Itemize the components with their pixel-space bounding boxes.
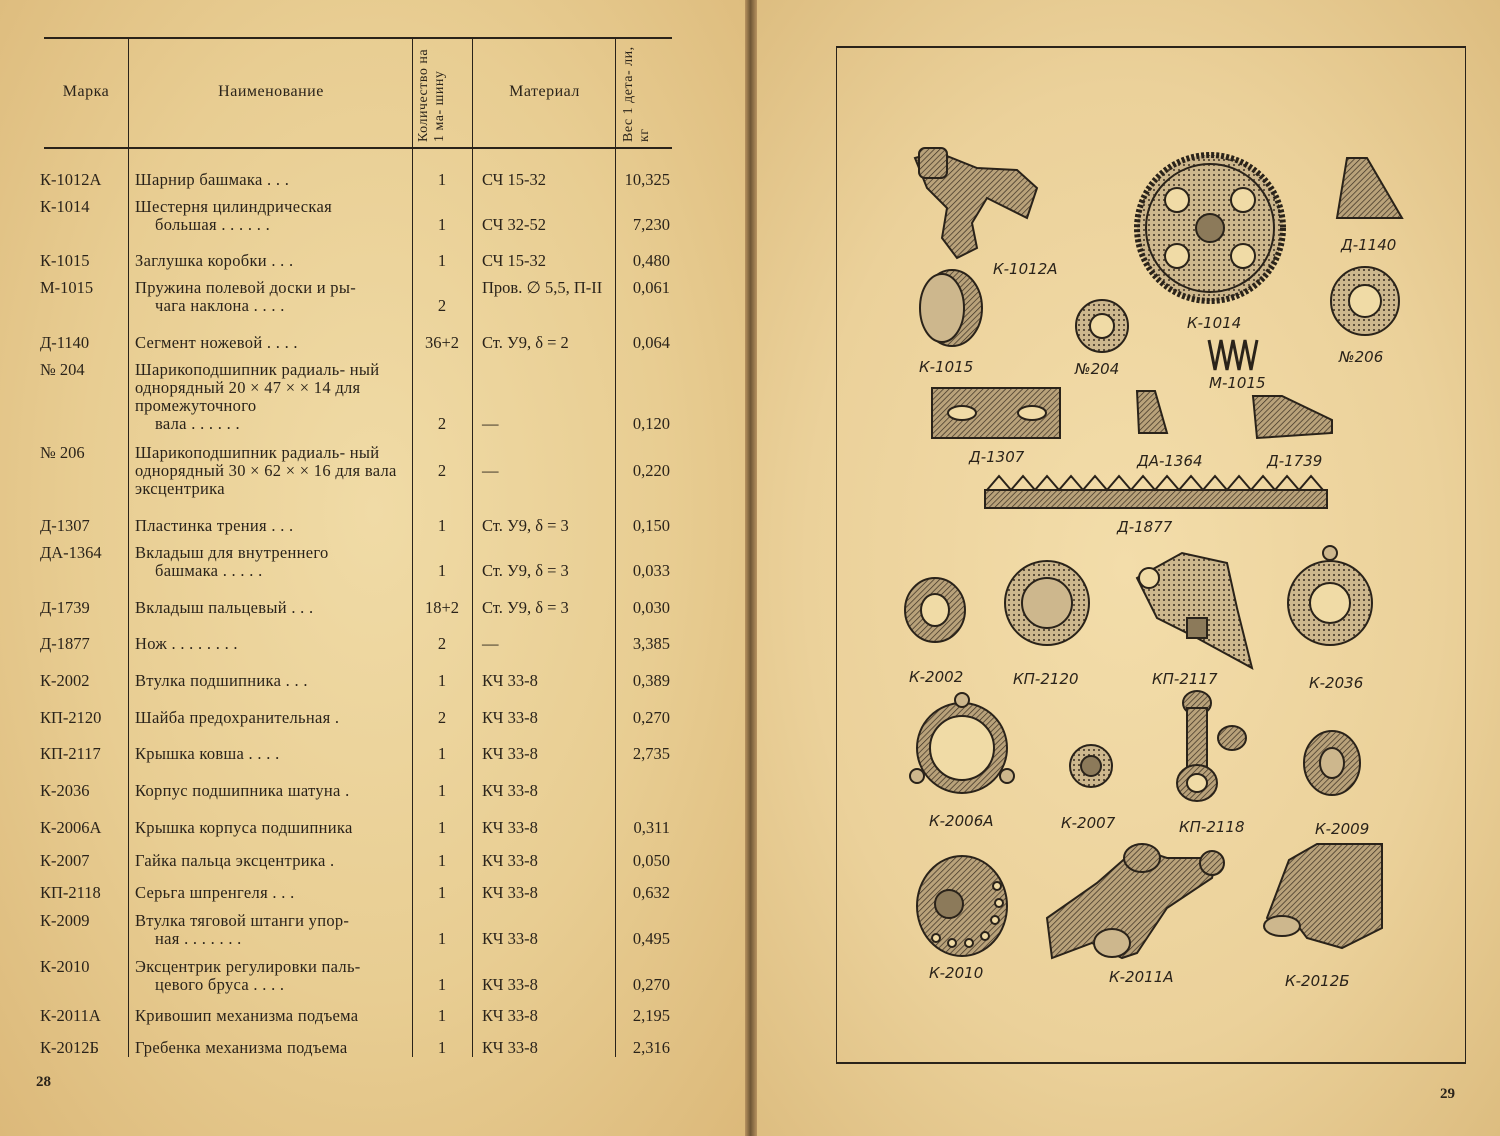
cell-weight: 0,270 (632, 708, 670, 727)
cell-weight: 0,033 (632, 561, 670, 580)
drawing-k2007 (1070, 745, 1112, 787)
cell-name-line2: вала . . . . . . (155, 414, 240, 433)
cell-name-line1: Шайба предохранительная . (135, 708, 340, 727)
cell-name-line1: Шестерня цилиндрическая (135, 197, 332, 216)
cell-name (135, 672, 407, 690)
cell-weight: 0,030 (632, 598, 670, 617)
cell-name (135, 745, 407, 763)
drawing-kp2120 (1005, 561, 1089, 645)
cell-mark: Д-1307 (40, 516, 90, 535)
cell-material: Пров. ∅ 5,5, П-II (482, 278, 603, 297)
caption-da1364: ДА-1364 (1137, 452, 1203, 470)
cell-mark: № 204 (40, 360, 85, 379)
drawing-k2010 (917, 856, 1007, 956)
header-weight-text: Вес 1 дета- ли, кг (620, 46, 652, 142)
cell-weight: 2,195 (632, 1006, 670, 1025)
cell-name (135, 852, 407, 870)
caption-k1014: К-1014 (1187, 314, 1242, 332)
cell-name-line1: Гребенка механизма подъема (135, 1038, 348, 1057)
cell-name-line1: Кривошип механизма подъема (135, 1006, 359, 1025)
cell-qty: 1 (437, 170, 447, 189)
cell-qty: 36+2 (424, 333, 460, 352)
caption-m1015: М-1015 (1209, 374, 1266, 392)
cell-mark: К-1015 (40, 251, 90, 270)
drawing-k2006a (910, 693, 1014, 793)
cell-qty: 1 (437, 883, 447, 902)
right-page (750, 0, 1500, 1136)
cell-name (135, 1039, 407, 1057)
drawing-da1364 (1137, 391, 1167, 433)
cell-name (135, 361, 407, 433)
caption-k2009: К-2009 (1315, 820, 1370, 838)
caption-k2012b: К-2012Б (1285, 972, 1350, 990)
cell-mark: К-2010 (40, 957, 90, 976)
cell-weight: 0,270 (632, 975, 670, 994)
cell-material: — (482, 634, 499, 653)
header-qty-text: Количество на 1 ма- шину (416, 48, 447, 142)
cell-name-line1: Серьга шпренгеля . . . (135, 883, 295, 902)
caption-d1877: Д-1877 (1117, 518, 1173, 536)
caption-d1140: Д-1140 (1341, 236, 1397, 254)
cell-material: КЧ 33-8 (482, 1006, 538, 1025)
header-material: Материал (509, 83, 580, 100)
cell-name-line2: цевого бруса . . . . (155, 975, 285, 994)
drawing-m1015 (1209, 340, 1257, 370)
cell-name (135, 819, 407, 837)
drawing-k2009 (1304, 731, 1360, 795)
cell-name-line1: Корпус подшипника шатуна . (135, 781, 350, 800)
cell-name (135, 171, 407, 189)
column-divider (615, 37, 616, 1057)
cell-material: КЧ 33-8 (482, 708, 538, 727)
parts-table (40, 37, 672, 1057)
caption-k2002: К-2002 (909, 668, 964, 686)
drawing-n206 (1331, 267, 1399, 335)
cell-mark: К-2036 (40, 781, 90, 800)
cell-name-line1: Гайка пальца эксцентрика . (135, 851, 335, 870)
cell-weight: 0,120 (632, 414, 670, 433)
cell-name-line1: Сегмент ножевой . . . . (135, 333, 298, 352)
cell-qty: 1 (437, 851, 447, 870)
cell-material: КЧ 33-8 (482, 975, 538, 994)
drawing-d1140 (1337, 158, 1402, 218)
caption-kp2118: КП-2118 (1179, 818, 1245, 836)
cell-name-line1: Заглушка коробки . . . (135, 251, 294, 270)
cell-name-line1: Нож . . . . . . . . (135, 634, 238, 653)
cell-qty: 1 (437, 516, 447, 535)
column-divider (472, 37, 473, 1057)
cell-name (135, 709, 407, 727)
caption-k2010: К-2010 (929, 964, 984, 982)
cell-weight: 2,316 (632, 1038, 670, 1057)
cell-material: — (482, 414, 499, 433)
cell-material: КЧ 33-8 (482, 883, 538, 902)
cell-name-line1: Пластинка трения . . . (135, 516, 294, 535)
cell-weight: 0,050 (632, 851, 670, 870)
cell-qty: 2 (437, 414, 447, 433)
cell-name-line2: большая . . . . . . (155, 215, 271, 234)
caption-d1307: Д-1307 (969, 448, 1025, 466)
caption-kp2117: КП-2117 (1152, 670, 1218, 688)
cell-mark: Д-1877 (40, 634, 90, 653)
cell-name (135, 444, 407, 498)
cell-qty: 1 (437, 671, 447, 690)
caption-k2007: К-2007 (1061, 814, 1116, 832)
cell-weight: 3,385 (632, 634, 670, 653)
drawing-k1012a (915, 148, 1037, 258)
cell-mark: Д-1739 (40, 598, 90, 617)
drawing-d1877 (985, 476, 1327, 508)
cell-material: КЧ 33-8 (482, 818, 538, 837)
drawing-k2002 (905, 578, 965, 642)
cell-name (135, 912, 407, 948)
drawing-k1014 (1137, 155, 1283, 301)
cell-name-line2: чага наклона . . . . (155, 296, 285, 315)
caption-n204: №204 (1075, 360, 1120, 378)
drawing-n204 (1076, 300, 1128, 352)
cell-mark: КП-2120 (40, 708, 102, 727)
cell-name-line1: Крышка ковша . . . . (135, 744, 280, 763)
cell-name-line1: Вкладыш пальцевый . . . (135, 598, 314, 617)
cell-material: СЧ 32-52 (482, 215, 546, 234)
caption-k2036: К-2036 (1309, 674, 1364, 692)
cell-name (135, 599, 407, 617)
caption-k2006a: К-2006А (929, 812, 994, 830)
cell-name-line1: Эксцентрик регулировки паль- (135, 957, 361, 976)
cell-material: КЧ 33-8 (482, 744, 538, 763)
parts-drawings (837, 48, 1465, 1062)
cell-material: СЧ 15-32 (482, 170, 546, 189)
cell-name-line1: Крышка корпуса подшипника (135, 818, 353, 837)
cell-qty: 2 (437, 708, 447, 727)
cell-weight: 0,632 (632, 883, 670, 902)
cell-material: Ст. У9, δ = 3 (482, 561, 569, 580)
cell-mark: КП-2117 (40, 744, 101, 763)
cell-qty: 1 (437, 1038, 447, 1057)
drawing-k2036 (1288, 546, 1372, 645)
cell-mark: Д-1140 (40, 333, 90, 352)
cell-name-line2: ная . . . . . . . (155, 929, 242, 948)
caption-d1739: Д-1739 (1267, 452, 1323, 470)
caption-kp2120: КП-2120 (1013, 670, 1079, 688)
cell-material: Ст. У9, δ = 3 (482, 598, 569, 617)
page-number: 28 (36, 1074, 51, 1090)
column-divider (412, 37, 413, 1057)
cell-mark: К-2002 (40, 671, 90, 690)
drawing-d1307 (932, 388, 1060, 438)
cell-weight: 0,495 (632, 929, 670, 948)
cell-weight: 0,311 (633, 818, 670, 837)
column-divider (128, 37, 129, 1057)
cell-mark: К-2006А (40, 818, 102, 837)
drawing-kp2117 (1137, 553, 1252, 668)
cell-name (135, 279, 407, 315)
cell-name (135, 198, 407, 234)
cell-name (135, 252, 407, 270)
cell-qty: 1 (437, 251, 447, 270)
cell-material: Ст. У9, δ = 2 (482, 333, 569, 352)
cell-material: КЧ 33-8 (482, 851, 538, 870)
cell-name-line1: Втулка тяговой штанги упор- (135, 911, 350, 930)
cell-weight: 2,735 (632, 744, 670, 763)
cell-qty: 1 (437, 744, 447, 763)
cell-name (135, 635, 407, 653)
cell-material: — (482, 461, 499, 480)
cell-mark: К-2012Б (40, 1038, 99, 1057)
cell-name (135, 884, 407, 902)
cell-mark: К-1012А (40, 170, 102, 189)
cell-name (135, 782, 407, 800)
cell-material: Ст. У9, δ = 3 (482, 516, 569, 535)
cell-name-line1: Вкладыш для внутреннего (135, 543, 329, 562)
drawing-k1015 (920, 270, 982, 346)
cell-qty: 1 (437, 781, 447, 800)
cell-weight: 0,220 (632, 461, 670, 480)
table-header-rule (44, 147, 672, 149)
cell-name-line1: Втулка подшипника . . . (135, 671, 308, 690)
cell-weight: 0,064 (632, 333, 670, 352)
cell-qty: 1 (437, 561, 447, 580)
drawing-kp2118 (1177, 691, 1246, 801)
cell-qty: 1 (437, 818, 447, 837)
cell-name (135, 1007, 407, 1025)
cell-mark: К-2009 (40, 911, 90, 930)
cell-qty: 1 (437, 1006, 447, 1025)
cell-weight: 0,389 (632, 671, 670, 690)
cell-mark: ДА-1364 (40, 543, 102, 562)
cell-material: КЧ 33-8 (482, 781, 538, 800)
cell-mark: К-2011А (40, 1006, 101, 1025)
cell-mark: К-2007 (40, 851, 90, 870)
cell-material: КЧ 33-8 (482, 1038, 538, 1057)
cell-material: КЧ 33-8 (482, 929, 538, 948)
header-mark: Марка (62, 83, 110, 100)
cell-name-line1: Шарикоподшипник радиаль- ный однорядный 20 × 47 × × 14 для промежуточного (135, 360, 380, 415)
cell-qty: 1 (437, 215, 447, 234)
page-number: 29 (1440, 1086, 1455, 1102)
cell-weight: 0,061 (632, 278, 670, 297)
caption-k2011a: К-2011А (1109, 968, 1174, 986)
cell-name-line1: Шарикоподшипник радиаль- ный однорядный 30 × 62 × × 16 для вала эксцентрика (135, 443, 397, 498)
cell-mark: М-1015 (40, 278, 94, 297)
header-qty (414, 37, 472, 147)
caption-n206: №206 (1339, 348, 1384, 366)
cell-name (135, 334, 407, 352)
cell-weight: 0,150 (632, 516, 670, 535)
caption-k1015: К-1015 (919, 358, 974, 376)
cell-qty: 1 (437, 975, 447, 994)
book-gutter (745, 0, 757, 1136)
cell-material: СЧ 15-32 (482, 251, 546, 270)
cell-weight: 0,480 (632, 251, 670, 270)
cell-qty: 18+2 (424, 598, 460, 617)
cell-qty: 1 (437, 929, 447, 948)
cell-mark: № 206 (40, 443, 85, 462)
cell-name (135, 517, 407, 535)
cell-qty: 2 (437, 296, 447, 315)
header-name: Наименование (218, 83, 324, 100)
cell-name-line2: башмака . . . . . (155, 561, 263, 580)
cell-weight: 10,325 (624, 170, 670, 189)
cell-name (135, 544, 407, 580)
cell-mark: К-1014 (40, 197, 90, 216)
drawing-k2011a (1047, 844, 1224, 958)
cell-name-line1: Пружина полевой доски и ры- (135, 278, 357, 297)
cell-name (135, 958, 407, 994)
drawing-d1739 (1253, 396, 1332, 438)
cell-mark: КП-2118 (40, 883, 101, 902)
parts-illustration-plate (836, 46, 1466, 1064)
caption-k1012a: К-1012А (993, 260, 1058, 278)
cell-qty: 2 (437, 461, 447, 480)
cell-material: КЧ 33-8 (482, 671, 538, 690)
cell-weight: 7,230 (632, 215, 670, 234)
cell-name-line1: Шарнир башмака . . . (135, 170, 290, 189)
cell-qty: 2 (437, 634, 447, 653)
header-weight (617, 37, 672, 147)
drawing-k2012b (1264, 844, 1382, 948)
